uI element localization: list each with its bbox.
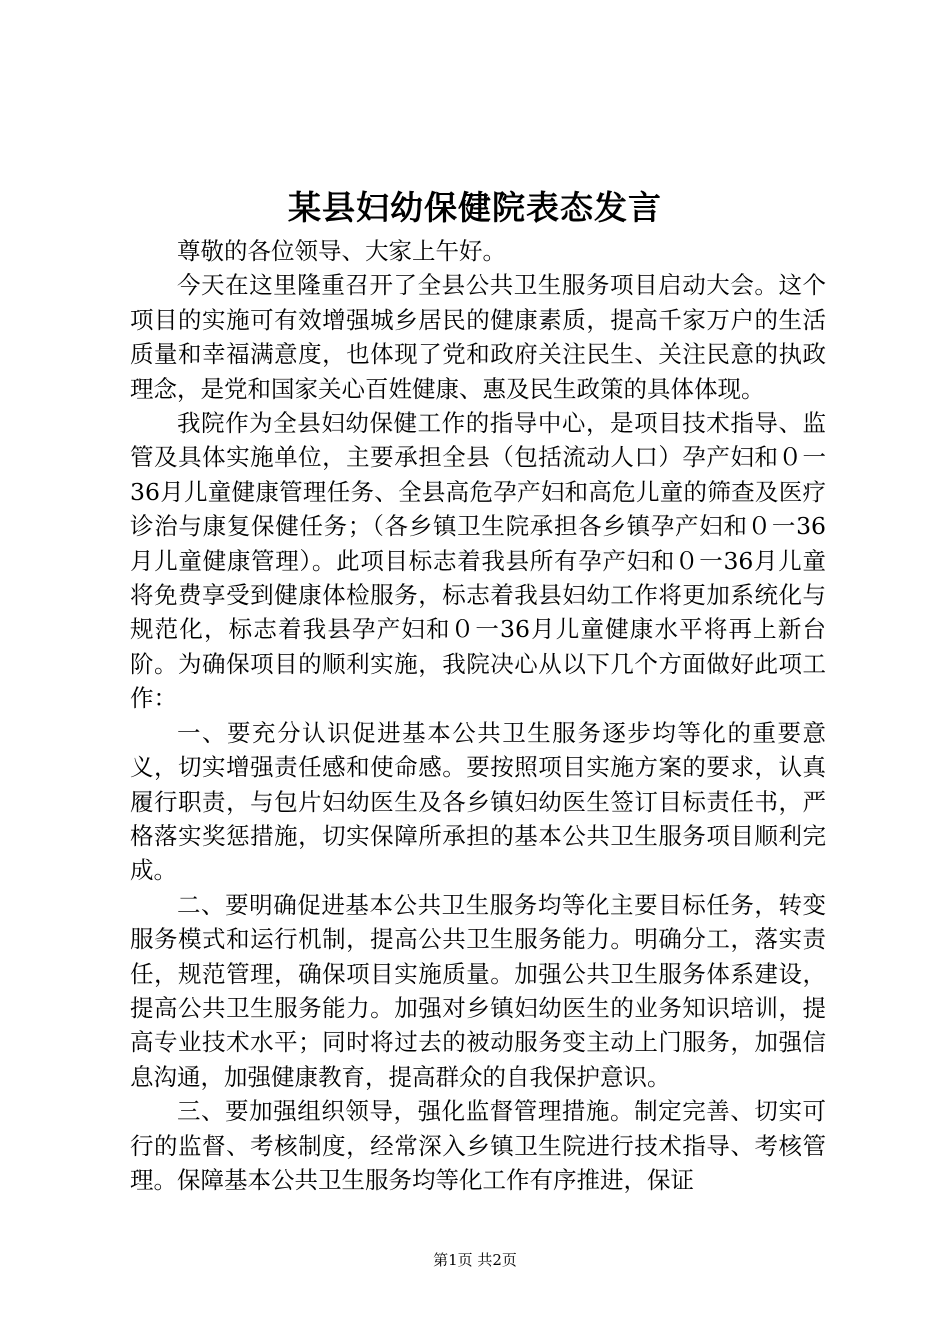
paragraph-role: 我院作为全县妇幼保健工作的指导中心，是项目技术指导、监管及具体实施单位，主要承担全县（包括流动人口）孕产妇和０一36月儿童健康管理任务、全县高危孕产妇和高危儿童的筛查及医疗诊治与康复保健任务；（各乡镇卫生院承担各乡镇孕产妇和０一36月儿童健康管理）。此项目标志着我县所有孕产妇和０一36月儿童将免费享受到健康体检服务，标志着我县妇幼工作将更加系统化与规范化，标志着我县孕产妇和０一36月儿童健康水平将再上新台阶。为确保项目的顺利实施，我院决心从以下几个方面做好此项工作： <box>130 409 826 713</box>
paragraph-point-two: 二、要明确促进基本公共卫生服务均等化主要目标任务，转变服务模式和运行机制，提高公共卫生服务能力。明确分工，落实责任，规范管理，确保项目实施质量。加强公共卫生服务体系建设，提高公共卫生服务能力。加强对乡镇妇幼医生的业务知识培训，提高专业技术水平；同时将过去的被动服务变主动上门服务，加强信息沟通，加强健康教育，提高群众的自我保护意识。 <box>130 890 826 1091</box>
paragraph-point-one: 一、要充分认识促进基本公共卫生服务逐步均等化的重要意义，切实增强责任感和使命感。要按照项目实施方案的要求，认真履行职责，与包片妇幼医生及各乡镇妇幼医生签订目标责任书，严格落实奖惩措施，切实保障所承担的基本公共卫生服务项目顺利完成。 <box>130 718 826 885</box>
paragraph-point-three: 三、要加强组织领导，强化监督管理措施。制定完善、切实可行的监督、考核制度，经常深入乡镇卫生院进行技术指导、考核管理。保障基本公共卫生服务均等化工作有序推进，保证 <box>130 1097 826 1194</box>
paragraph-greeting: 尊敬的各位领导、大家上午好。 <box>177 237 506 265</box>
page-number-footer: 第1页 共2页 <box>433 1251 517 1269</box>
document-title: 某县妇幼保健院表态发言 <box>288 188 662 227</box>
paragraph-opening: 今天在这里隆重召开了全县公共卫生服务项目启动大会。这个项目的实施可有效增强城乡居民的健康素质，提高千家万户的生活质量和幸福满意度，也体现了党和政府关注民生、关注民意的执政理念，是党和国家关心百姓健康、惠及民生政策的具体体现。 <box>130 271 826 403</box>
document-body <box>130 234 826 1197</box>
